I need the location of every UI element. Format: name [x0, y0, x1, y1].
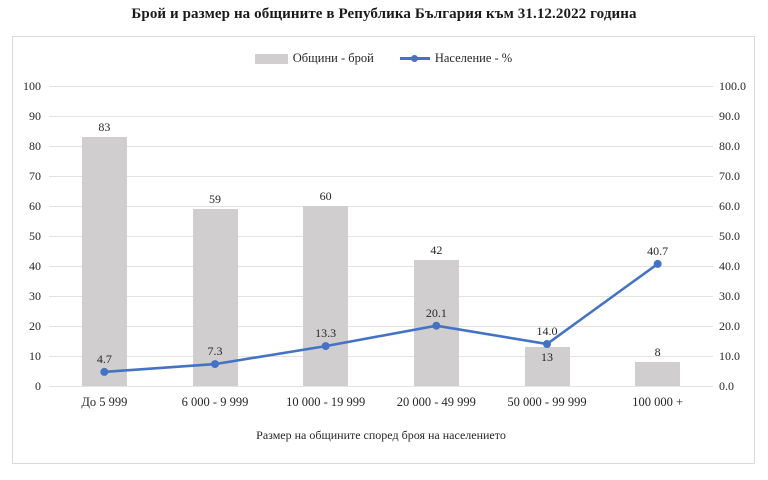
line-value-label: 20.1: [425, 305, 447, 320]
right-axis-tick: 20.0: [719, 319, 740, 333]
line-marker-icon: [211, 360, 219, 368]
bar-value-label: 8: [654, 345, 661, 359]
left-axis-tick: 90: [29, 109, 41, 123]
line-value-label: 7.3: [207, 344, 223, 359]
line-marker-icon: [654, 260, 662, 268]
line-series-swatch-icon: [400, 55, 430, 62]
right-axis-tick: 10.0: [719, 349, 740, 363]
line-marker-icon: [322, 342, 330, 350]
line-marker-icon: [432, 322, 440, 330]
bar-value-label: 13: [541, 350, 553, 364]
right-axis-tick: 50.0: [719, 229, 740, 243]
right-axis-tick: 60.0: [719, 199, 740, 213]
left-axis-tick: 70: [29, 169, 41, 183]
bar-value-label: 59: [209, 192, 221, 206]
line-value-label: 40.7: [647, 243, 669, 258]
line-value-label: 14.0: [536, 324, 558, 338]
right-axis-tick: 100.0: [719, 79, 746, 93]
left-axis-tick: 100: [23, 79, 41, 93]
right-axis-tick: 90.0: [719, 109, 740, 123]
bar-value-label: 83: [98, 120, 111, 134]
left-axis-tick: 50: [29, 229, 41, 243]
left-axis-tick: 0: [35, 379, 41, 393]
legend-label-population: Население - %: [434, 51, 513, 65]
legend-label-municipalities: Общини - брой: [292, 51, 374, 65]
plot-area: [49, 86, 713, 386]
bar-value-label: 60: [319, 189, 332, 203]
legend-dot-icon: [411, 55, 418, 62]
bar-series-swatch-icon: [255, 54, 288, 64]
right-axis-tick: 80.0: [719, 139, 740, 153]
line-value-label: 13.3: [315, 326, 337, 341]
line-value-label: 4.7: [96, 351, 112, 366]
legend-item-population: [400, 51, 512, 66]
legend: [13, 51, 754, 66]
right-axis-tick: 40.0: [719, 259, 740, 273]
left-axis-tick: 10: [29, 349, 41, 363]
left-axis-tick: 20: [29, 319, 41, 333]
x-axis-category: До 5 999: [81, 395, 128, 409]
line-marker-icon: [543, 340, 551, 348]
right-axis-tick: 70.0: [719, 169, 740, 183]
bar-value-label: 42: [430, 243, 443, 257]
x-axis-category: 6 000 - 9 999: [181, 395, 249, 409]
x-axis-category: 10 000 - 19 999: [286, 395, 366, 409]
left-axis-tick: 60: [29, 199, 41, 213]
line-marker-icon: [100, 368, 108, 376]
chart-title: Брой и размер на общините в Република България към 31.12.2022 година: [131, 6, 637, 22]
x-axis-category: 50 000 - 99 999: [507, 395, 587, 409]
x-axis-title: Размер на общините според броя на населението: [256, 428, 506, 442]
chart-frame: [12, 36, 755, 464]
right-axis-tick: 30.0: [719, 289, 740, 303]
x-axis-category: 20 000 - 49 999: [396, 395, 476, 409]
left-axis-tick: 30: [29, 289, 41, 303]
population-line-layer: [49, 86, 713, 386]
legend-item-municipalities: [255, 51, 374, 66]
x-axis-category: 100 000 +: [632, 395, 684, 409]
left-axis-tick: 40: [29, 259, 41, 273]
left-axis-tick: 80: [29, 139, 41, 153]
right-axis-tick: 0.0: [719, 379, 734, 393]
